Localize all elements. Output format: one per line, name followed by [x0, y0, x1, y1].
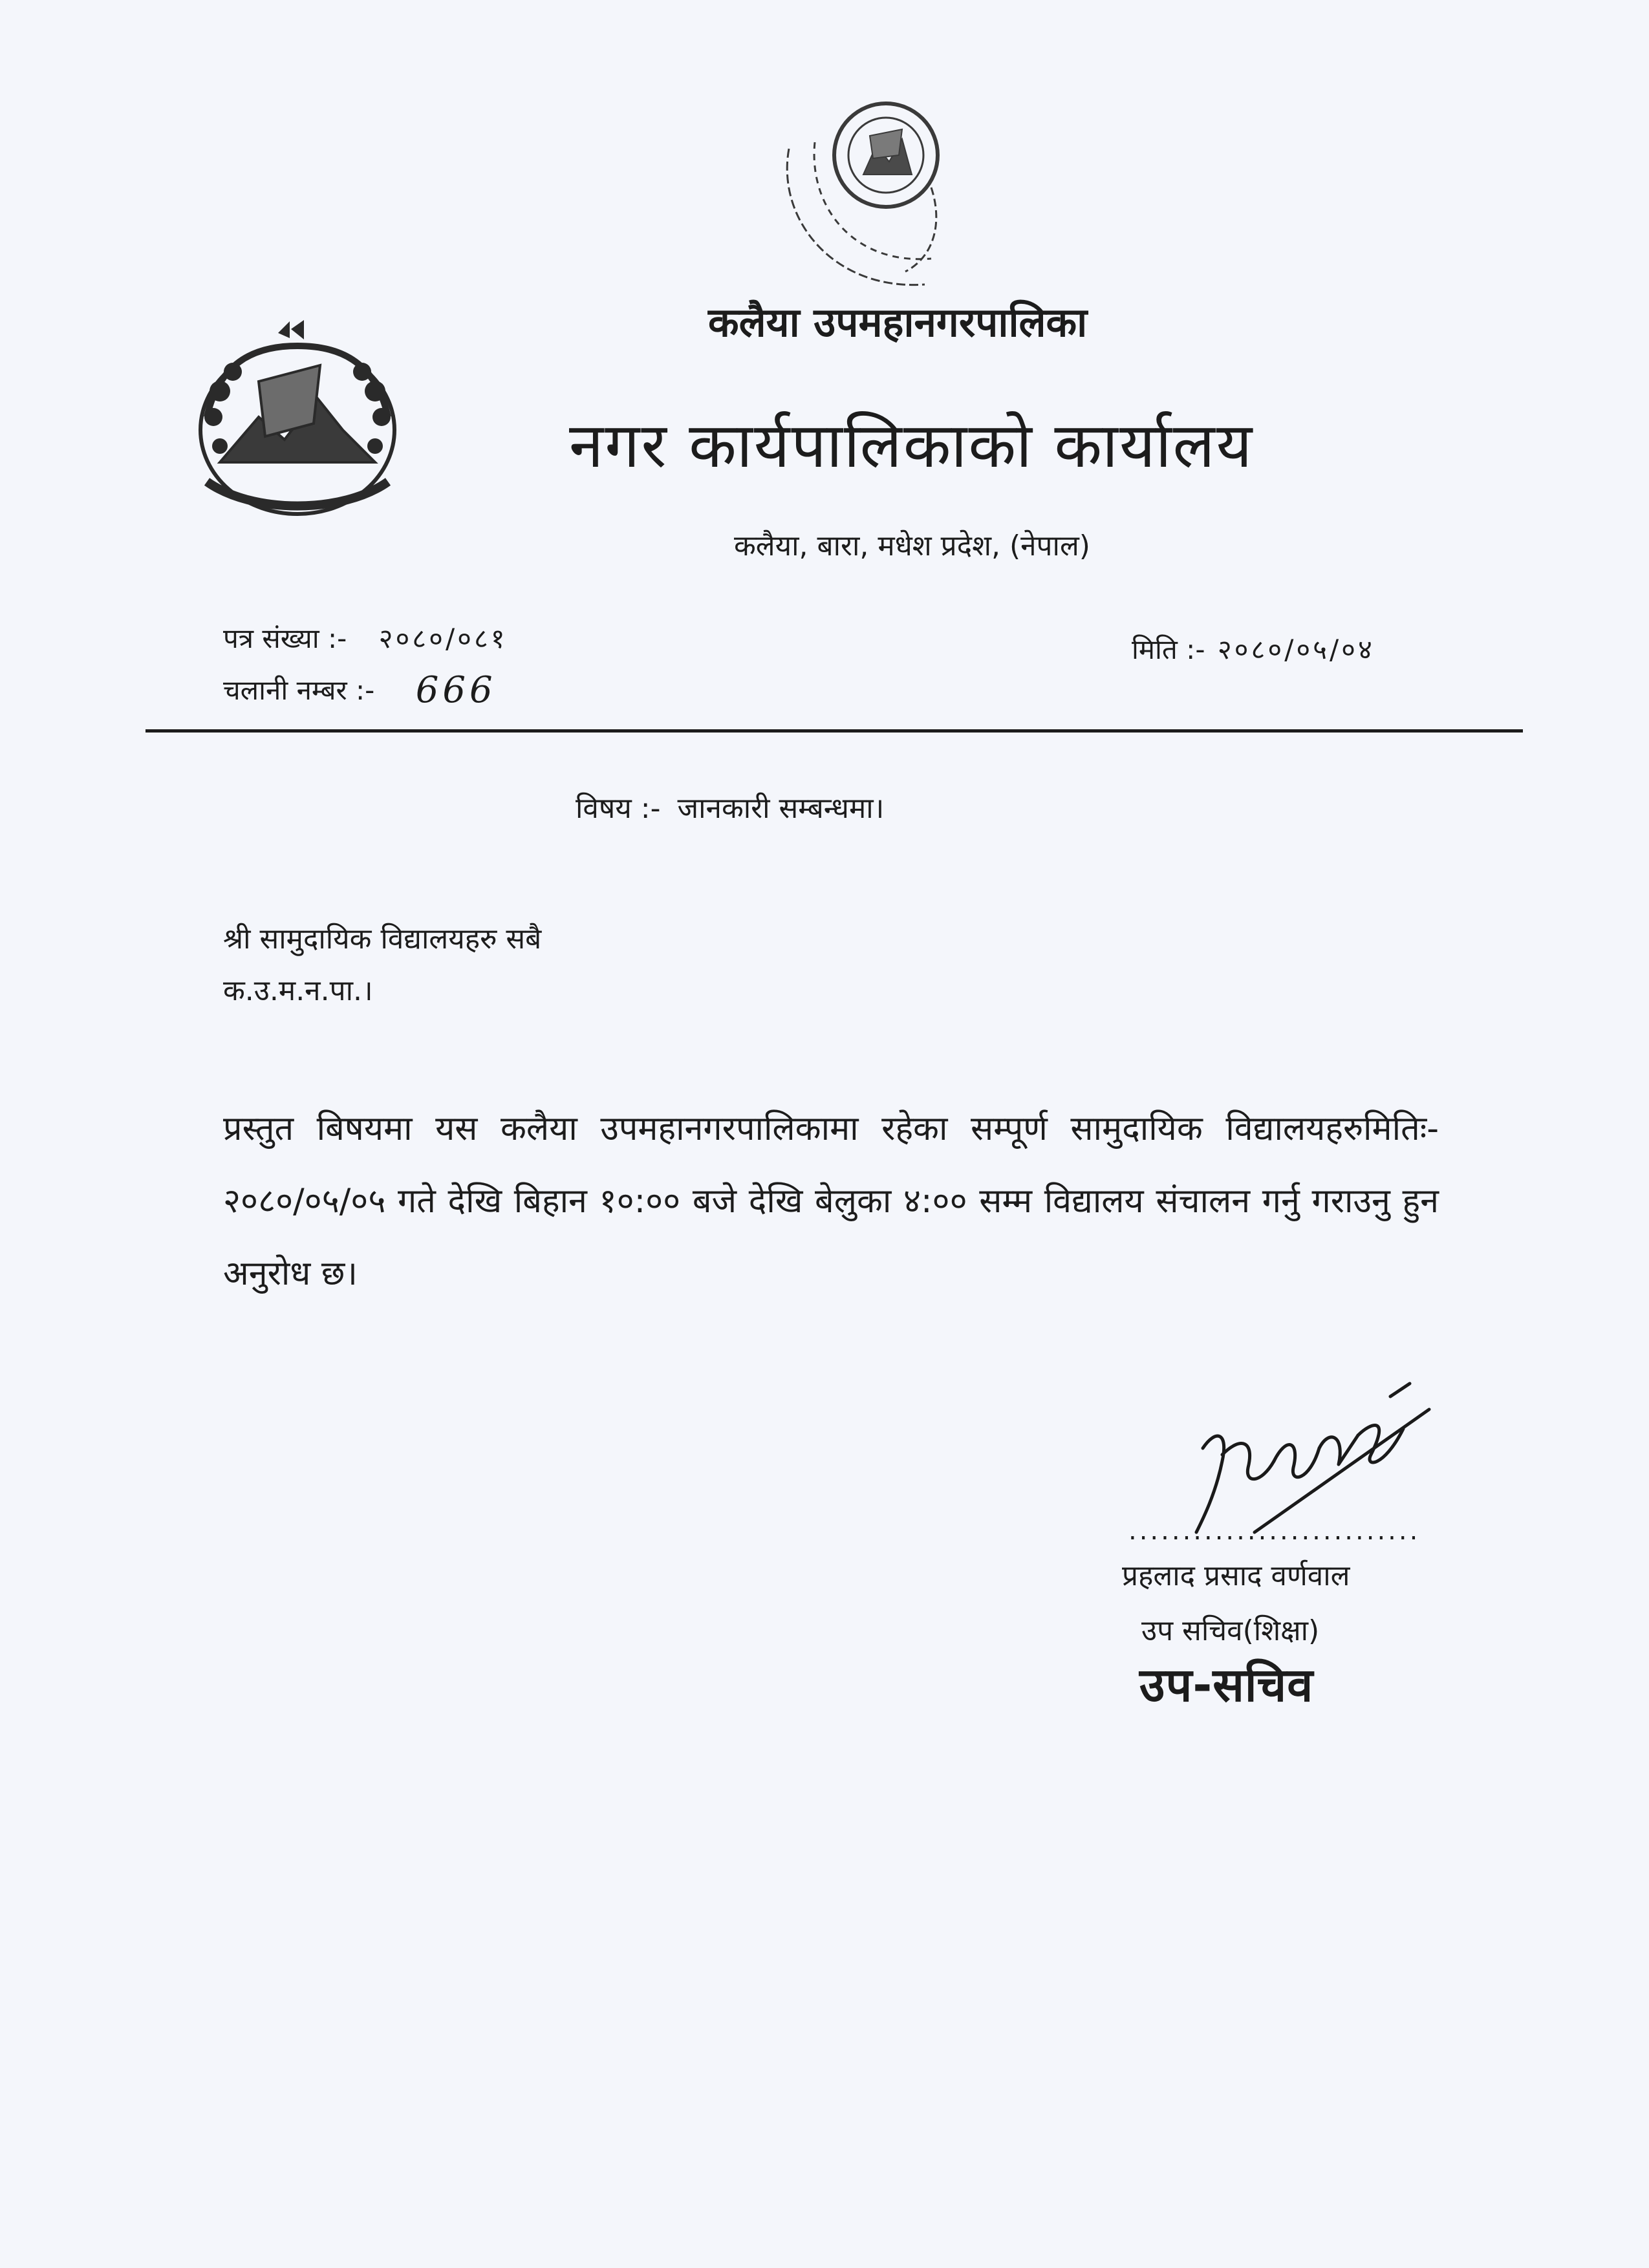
letter-number-value: २०८०/०८१ — [378, 623, 508, 654]
date-label: मिति :- — [1132, 634, 1205, 665]
municipality-name: कलैया उपमहानगरपालिका — [708, 299, 1088, 346]
recipient-line: क.उ.म.न.पा.। — [223, 974, 373, 1007]
office-name: नगर कार्यपालिकाको कार्यालय — [569, 409, 1254, 482]
office-address: कलैया, बारा, मधेश प्रदेश, (नेपाल) — [734, 530, 1090, 562]
nepal-emblem-icon — [181, 320, 414, 527]
signatory-name: प्रहलाद प्रसाद वर्णवाल — [1122, 1559, 1350, 1592]
dispatch-number — [223, 669, 497, 711]
date-value: २०८०/०५/०४ — [1217, 634, 1375, 665]
signatory-title: उप सचिव(शिक्षा) — [1141, 1614, 1320, 1647]
subject-text: जानकारी सम्बन्धमा। — [677, 792, 885, 825]
letter-date — [1132, 630, 1375, 667]
recipient-line: श्री सामुदायिक विद्यालयहरु सबै — [223, 923, 542, 956]
letter-number — [223, 619, 508, 656]
rank-stamp: उप-सचिव — [1139, 1658, 1314, 1712]
dispatch-number-label: चलानी नम्बर :- — [223, 674, 375, 706]
subject-label: विषय :- — [576, 792, 661, 825]
dispatch-number-value: 666 — [415, 669, 497, 711]
letter-number-label: पत्र संख्या :- — [223, 623, 347, 654]
signature-line: ........................... — [1128, 1516, 1421, 1546]
subject-line — [576, 787, 884, 826]
body-paragraph: प्रस्तुत बिषयमा यस कलैया उपमहानगरपालिकामा रहेका सम्पूर्ण सामुदायिक विद्यालयहरुमितिः- २०८०/०५/०५ गते देखि बिहान १०:०० बजे देखि बेलुका ४:०० सम्म विद्यालय संचालन गर्नु गराउनु हुन अनुरोध छ। — [223, 1109, 1439, 1293]
header-divider — [146, 729, 1523, 733]
handwritten-signature-icon — [1177, 1371, 1449, 1539]
